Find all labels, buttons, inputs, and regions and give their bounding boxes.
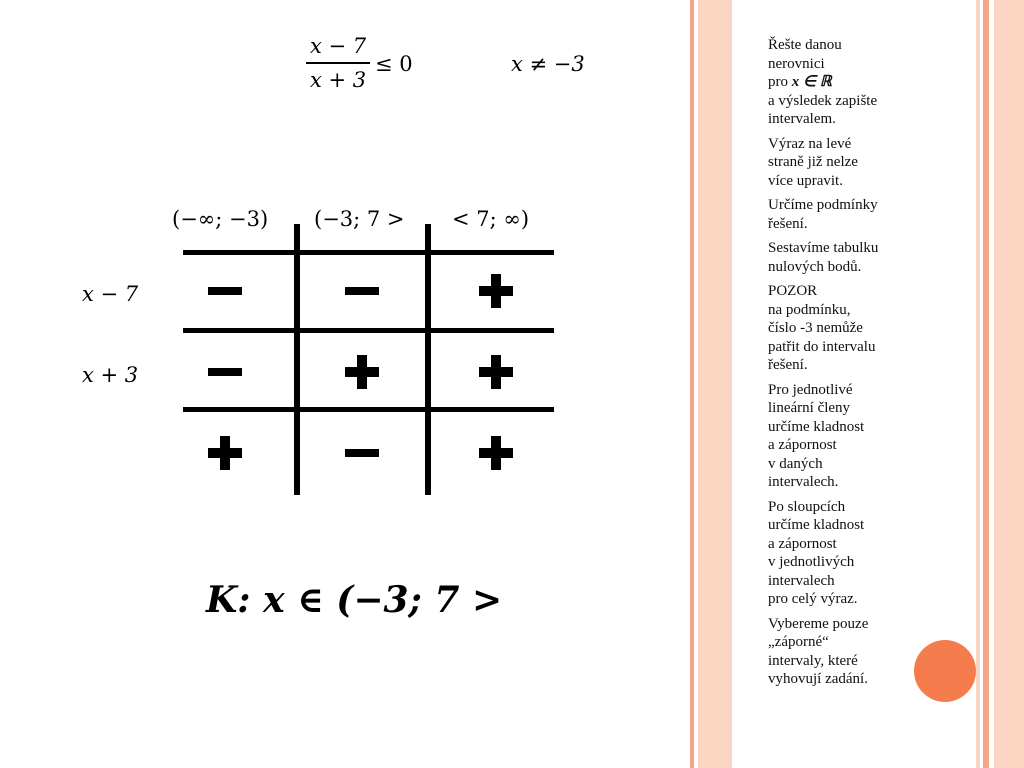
sign-plus-icon: [479, 274, 513, 308]
solution-result: K: x ∈ (−3; 7 >: [206, 579, 503, 621]
stripe-thin-right-2: [983, 0, 989, 768]
note-step: Vybereme pouze „záporné“ intervaly, které vyhovují zadání.: [768, 615, 869, 687]
note-step: Pro jednotlivé lineární členy určíme kladnost a zápornost v daných intervalech.: [768, 381, 865, 490]
stripe-wide-right: [994, 0, 1024, 768]
note-step: POZOR na podmínku, číslo -3 nemůže patřit do intervalu řešení.: [768, 283, 876, 373]
interval-label-3: < 7; ∞): [452, 207, 530, 231]
note-intro-math: x ∈ ℝ: [791, 74, 832, 90]
interval-label-1: (−∞; −3): [172, 207, 269, 231]
note-intro-line1: Řešte danou nerovnici: [768, 37, 842, 72]
note-step: Určíme podmínky řešení.: [768, 197, 878, 232]
inequality-fraction: [306, 34, 370, 91]
fraction-numerator: x − 7: [310, 34, 367, 58]
grid-line-v1: [294, 224, 300, 495]
grid-line-h1: [183, 250, 554, 255]
sign-minus-icon: [208, 274, 242, 308]
note-step: Po sloupcích určíme kladnost a zápornost v jednotlivých intervalech pro celý výraz.: [768, 498, 865, 607]
sign-plus-icon: [208, 436, 242, 470]
sign-plus-icon: [479, 436, 513, 470]
note-intro: [768, 36, 928, 129]
sign-minus-icon: [345, 436, 379, 470]
row-label-x-plus-3: x + 3: [82, 363, 139, 387]
interval-label-2: (−3; 7 >: [314, 207, 405, 231]
domain-condition: x ≠ −3: [511, 52, 585, 76]
instructions-panel: [768, 36, 928, 695]
inequality-relation: ≤ 0: [375, 52, 413, 76]
note-step: Výraz na levé straně již nelze více upravit.: [768, 135, 858, 189]
sign-minus-icon: [208, 355, 242, 389]
sign-plus-icon: [345, 355, 379, 389]
stripe-thin-left: [690, 0, 694, 768]
row-label-x-minus-7: x − 7: [82, 282, 139, 306]
note-step: Sestavíme tabulku nulových bodů.: [768, 240, 879, 275]
grid-line-v2: [425, 224, 431, 495]
grid-line-h2: [183, 328, 554, 333]
note-intro-pro: pro: [768, 74, 792, 90]
grid-line-h3: [183, 407, 554, 412]
sign-minus-icon: [345, 274, 379, 308]
decorative-circle: [914, 640, 976, 702]
stripe-thin-right-1: [976, 0, 980, 768]
fraction-denominator: x + 3: [310, 67, 367, 92]
note-intro-line2: a výsledek zapište intervalem.: [768, 92, 878, 127]
stripe-wide-left: [698, 0, 732, 768]
sign-plus-icon: [479, 355, 513, 389]
